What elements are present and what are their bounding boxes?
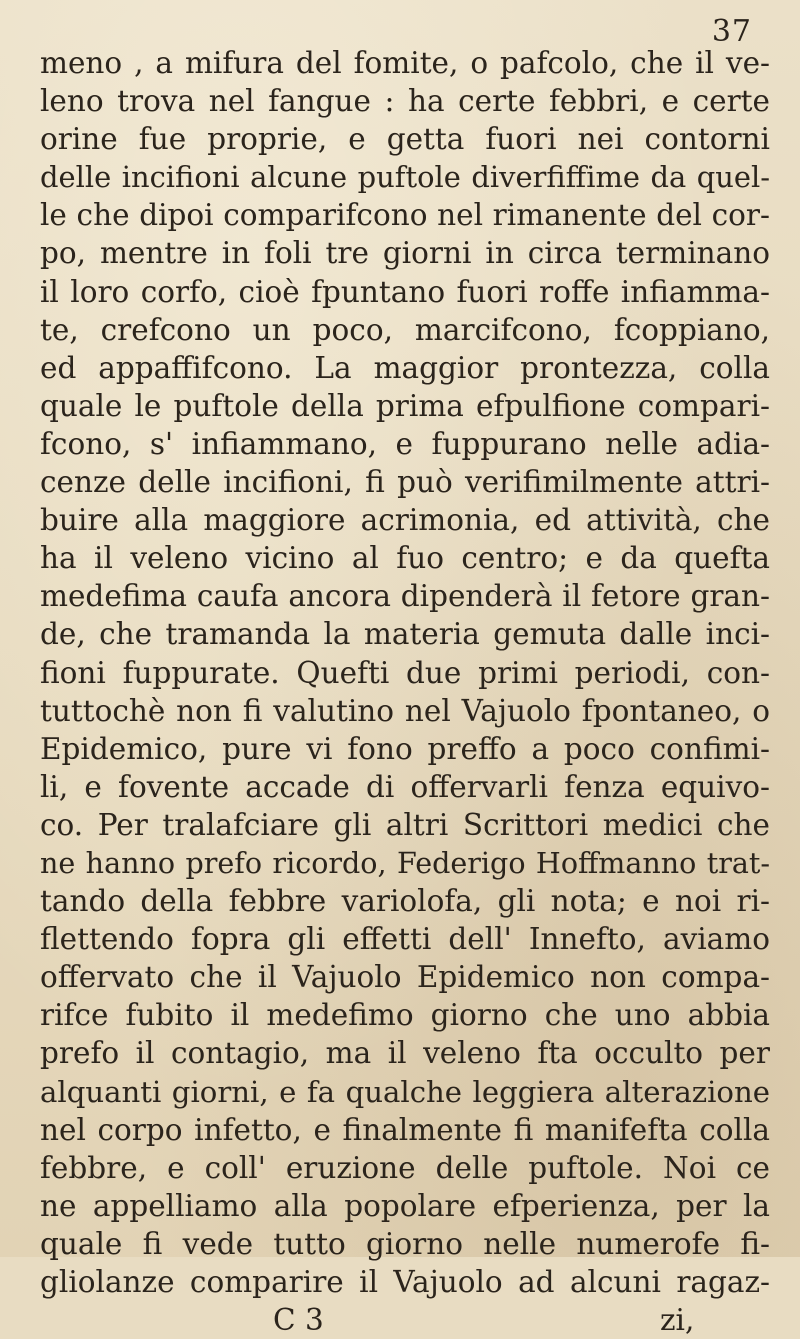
text-line: fcono, s' infiammano, e fuppurano nelle adia- (40, 426, 770, 461)
text-line: il loro corfo, cioè fpuntano fuori roffe infiamma- (40, 274, 770, 309)
signature-mark: C 3 (273, 1303, 324, 1338)
text-line: tuttochè non fi valutino nel Vajuolo fpontaneo, o (40, 693, 770, 728)
text-line: medefima caufa ancora dipenderà il fetore gran- (40, 579, 770, 614)
text-line: li, e fovente accade di offervarli fenza equivo- (40, 769, 770, 804)
text-line: offervato che il Vajuolo Epidemico non compa- (40, 960, 770, 995)
text-line: orine fue proprie, e getta fuori nei contorni (40, 122, 770, 157)
text-line: Epidemico, pure vi fono preffo a poco confimi- (40, 731, 770, 766)
text-line: alquanti giorni, e fa qualche leggiera alterazione (40, 1074, 770, 1109)
text-line: delle incifioni alcune puftole diverfiffime da quel- (40, 160, 770, 195)
text-line: quale fi vede tutto giorno nelle numerofe fi- (40, 1226, 770, 1261)
text-line: quale le puftole della prima efpulfione compari- (40, 388, 770, 423)
text-line: buire alla maggiore acrimonia, ed attività, che (40, 503, 770, 538)
page-number: 37 (711, 14, 752, 49)
text-line: co. Per tralafciare gli altri Scrittori medici che (40, 807, 770, 842)
text-line: ne hanno prefo ricordo, Federigo Hoffmanno trat- (40, 845, 770, 880)
text-line: flettendo fopra gli effetti dell' Innefto, aviamo (40, 922, 770, 957)
catchword: zi, (660, 1303, 695, 1338)
text-line: ne appelliamo alla popolare efperienza, per la (40, 1188, 770, 1223)
text-line: ed appaffifcono. La maggior prontezza, colla (40, 350, 770, 385)
text-line: cenze delle incifioni, fi può verifimilmente attri- (40, 465, 770, 500)
text-line: febbre, e coll' eruzione delle puftole. Noi ce (40, 1150, 770, 1185)
body-text (40, 44, 770, 1339)
text-line: prefo il contagio, ma il veleno fta occulto per (40, 1036, 770, 1071)
text-line: fioni fuppurate. Quefti due primi periodi, con- (40, 655, 770, 690)
text-line: de, che tramanda la materia gemuta dalle inci- (40, 617, 770, 652)
text-line: le che dipoi comparifcono nel rimanente del cor- (40, 198, 770, 233)
text-line: leno trova nel fangue : ha certe febbri, e certe (40, 84, 770, 119)
text-line: nel corpo infetto, e finalmente fi manifefta colla (40, 1112, 770, 1147)
text-line: rifce fubito il medefimo giorno che uno abbia (40, 998, 770, 1033)
text-line: po, mentre in foli tre giorni in circa terminano (40, 236, 770, 271)
text-line: meno , a mifura del fomite, o pafcolo, che il ve- (40, 46, 770, 80)
text-line: te, crefcono un poco, marcifcono, fcoppiano, (40, 312, 770, 347)
text-line: tando della febbre variolofa, gli nota; e noi ri- (40, 884, 770, 919)
text-line: gliolanze comparire il Vajuolo ad alcuni ragaz- (40, 1265, 770, 1299)
signature-line (40, 1301, 770, 1339)
text-line: ha il veleno vicino al fuo centro; e da quefta (40, 541, 770, 576)
